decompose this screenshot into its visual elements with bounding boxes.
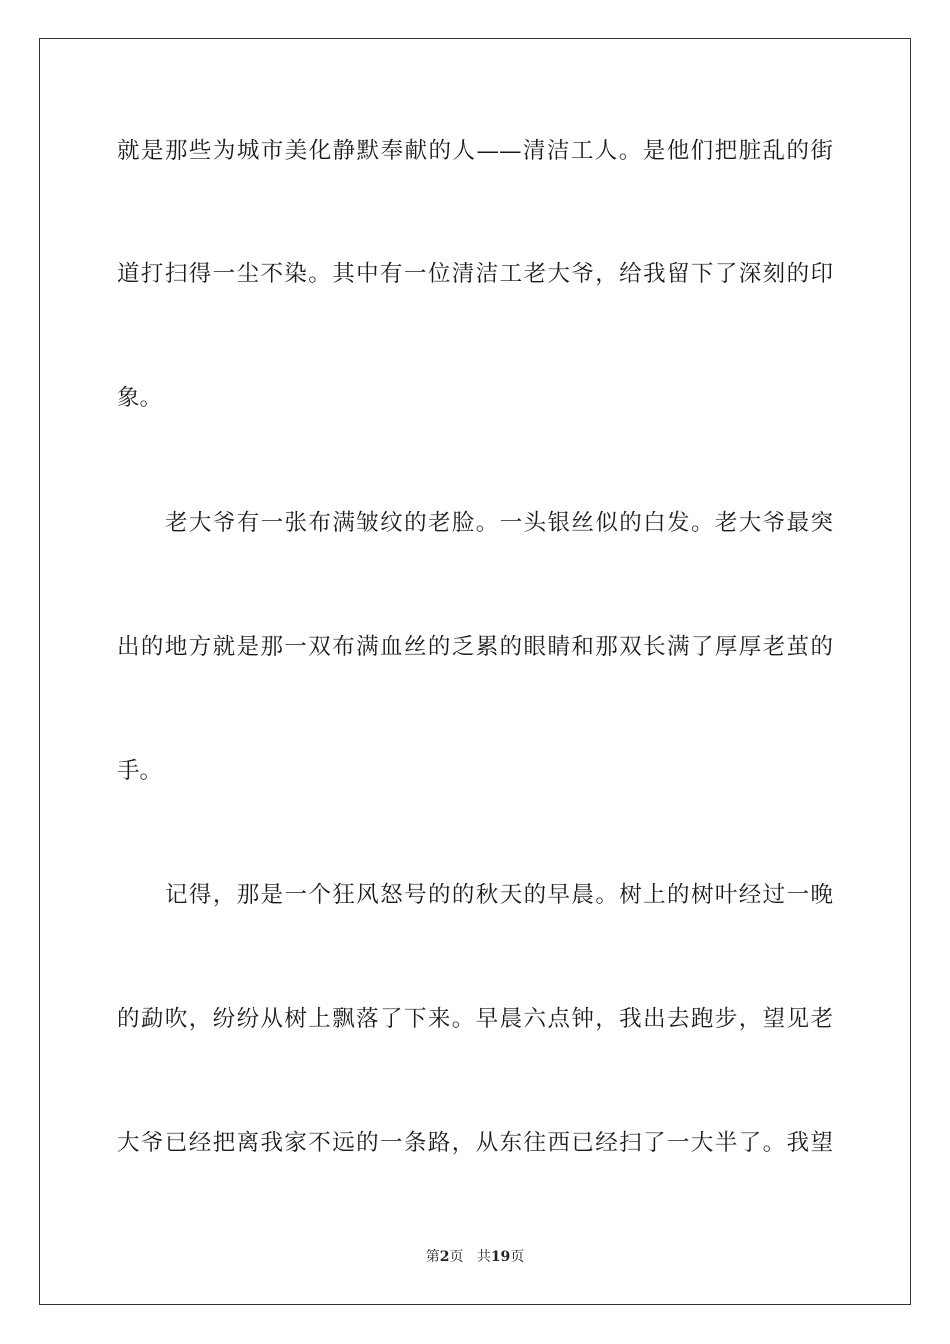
text-line: 出的地方就是那一双布满血丝的乏累的眼睛和那双长满了厚厚老茧的	[117, 634, 833, 660]
page-footer	[0, 1246, 950, 1266]
paragraph-first-line: 老大爷有一张布满皱纹的老脸。一头银丝似的白发。老大爷最突	[165, 510, 833, 536]
footer-total-pages: 19	[490, 1249, 511, 1265]
text-line: 大爷已经把离我家不远的一条路，从东往西已经扫了一大半了。我望	[117, 1130, 833, 1156]
text-line: 就是那些为城市美化静默奉献的人——清洁工人。是他们把脏乱的街	[117, 138, 833, 164]
footer-total-suffix: 页	[510, 1249, 525, 1265]
text-line: 手。	[117, 758, 163, 784]
text-line: 道打扫得一尘不染。其中有一位清洁工老大爷，给我留下了深刻的印	[117, 261, 833, 287]
page-frame	[39, 38, 911, 1305]
footer-page-number: 2	[439, 1249, 450, 1265]
text-line: 象。	[117, 385, 163, 411]
footer-page-suffix: 页	[449, 1249, 464, 1265]
text-line: 的勐吹，纷纷从树上飘落了下来。早晨六点钟，我出去跑步，望见老	[117, 1006, 833, 1032]
footer-total-prefix: 共	[476, 1249, 491, 1265]
footer-page-prefix: 第	[425, 1249, 440, 1265]
paragraph-first-line: 记得，那是一个狂风怒号的的秋天的早晨。树上的树叶经过一晚	[165, 882, 833, 908]
